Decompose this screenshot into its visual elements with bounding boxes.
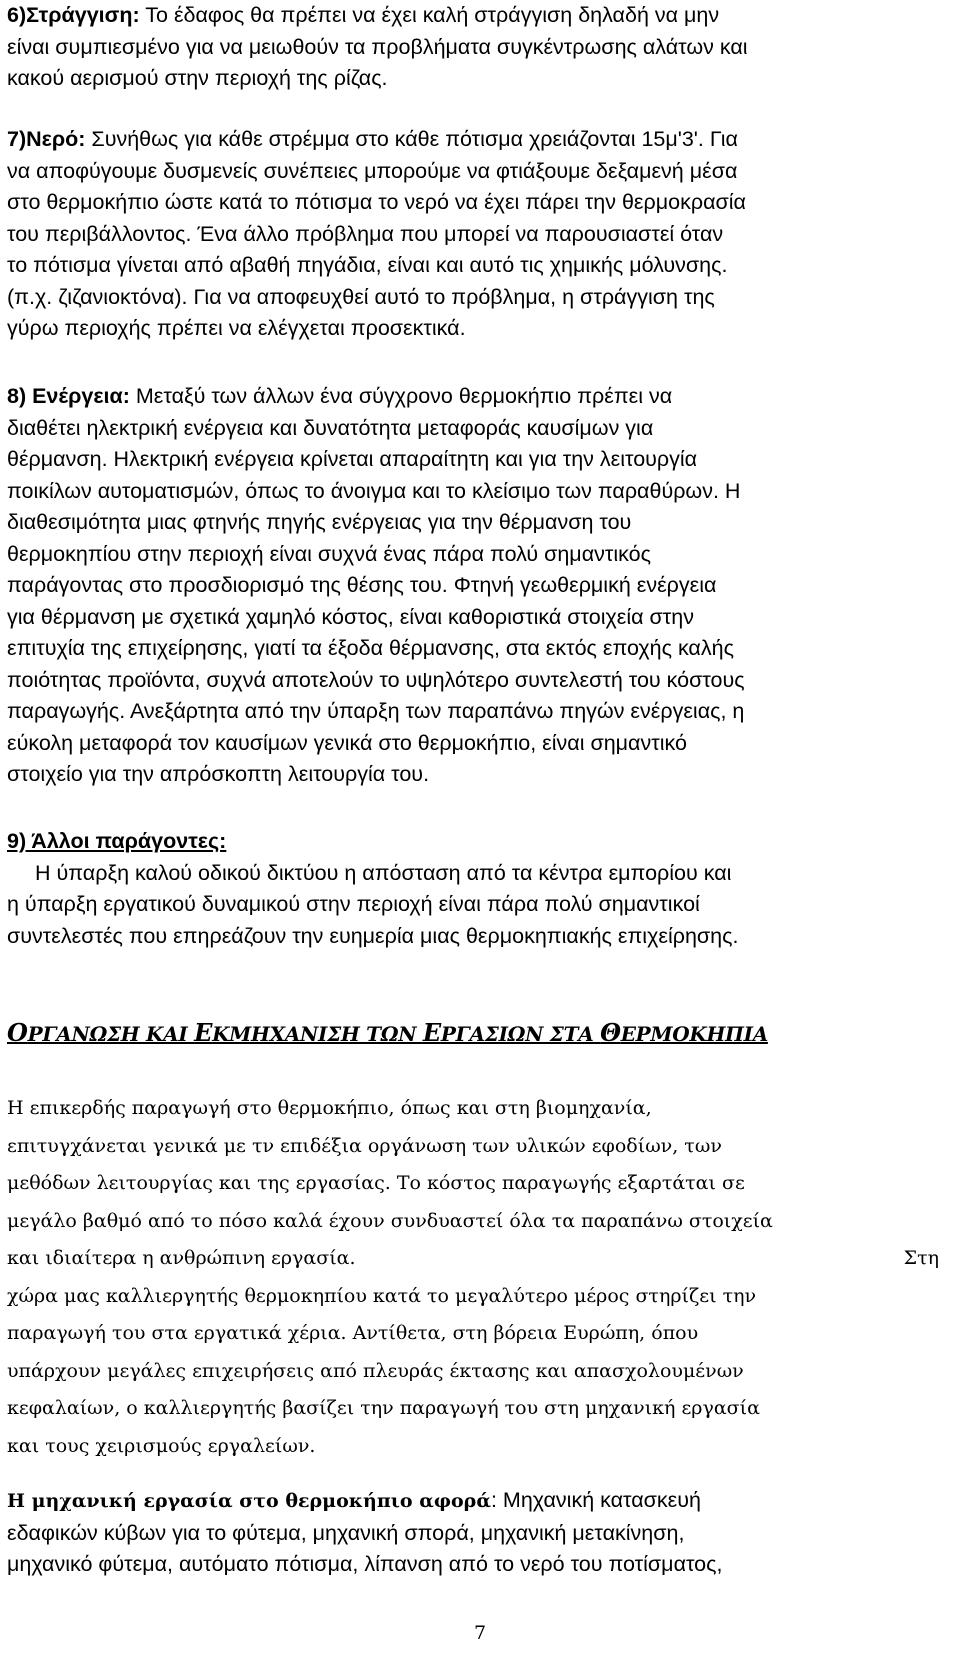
text-line: συντελεστές που επηρεάζουν την ευημερία μιας θερμοκηπιακής επιχείρησης. [7,923,739,948]
heading-capital: Ε [422,1018,441,1047]
intro-paragraph [7,1090,952,1465]
text-line: για θέρμανση με σχετικά χαμηλό κόστος, είναι καθοριστικά στοιχεία στην [7,604,694,629]
text-line: διαθέτει ηλεκτρική ενέργεια και δυνατότητα μεταφοράς καυσίμων για [7,415,654,440]
heading-text: ΡΓΑΣΙΩΝ ΣΤΑ [440,1022,601,1046]
text-line: και ιδιαίτερα η ανθρώπινη εργασία. [7,1247,356,1269]
text-line: και τους χειρισμούς εργαλείων. [7,1434,316,1457]
heading-capital: Θ [600,1018,621,1047]
text-line: είναι συμπιεσμένο για να μειωθούν τα προβλήματα συγκέντρωσης αλάτων και [7,34,748,59]
section-energy [7,381,952,791]
text-line: Η επικερδής παραγωγή στο θερμοκήπιο, όπως και στη βιομηχανία, [7,1097,652,1119]
text-line: (π.χ. ζιζανιοκτόνα). Για να αποφευχθεί αυτό το πρόβλημα, η στράγγιση της [7,284,715,309]
heading-capital: Ο [7,1018,28,1047]
section-drainage-label: 6)Στράγγιση: [7,3,140,27]
text-line: επιτυγχάνεται γενικά με τν επιδέξια οργάνωση των υλικών εφοδίων, των [7,1134,722,1157]
text-line: υπάρχουν μεγάλες επιχειρήσεις από πλευράς έκτασης και απασχολουμένων [7,1359,744,1382]
text-line: να αποφύγουμε δυσμενείς συνέπειες μπορούμε να φτιάξουμε δεξαμενή μέσα [7,158,738,183]
colon: : [490,1488,497,1512]
mechanical-work-label: Η μηχανική εργασία στο θερμοκήπιο αφορά [7,1490,491,1512]
text-line: παραγωγής. Ανεξάρτητα από την ύπαρξη των παραπάνω πηγών ενέργειας, η [7,699,745,723]
text-line: Συνήθως για κάθε στρέμμα στο κάθε πότισμα χρειάζονται 15μ'3'. Για [85,127,738,151]
heading-capital: Ε [194,1018,213,1047]
heading-text: ΡΓΑΝΩΣΗ ΚΑΙ [27,1022,195,1046]
text-line: μηχανικό φύτεμα, αυτόματο πότισμα, λίπανση από το νερό του ποτίσματος, [7,1552,723,1576]
text-line: χώρα μας καλλιεργητής θερμοκηπίου κατά το μεγαλύτερο μέρος στηρίζει την [7,1284,757,1307]
text-line: στοιχείο για την απρόσκοπτη λειτουργία του. [7,762,430,786]
text-line: επιτυχία της επιχείρησης, γιατί τα έξοδα θέρμανσης, στα εκτός εποχής καλής [7,636,734,660]
section-water-label: 7)Νερό: [7,127,86,151]
text-line-right: Στη [903,1247,939,1269]
text-line: θέρμανση. Ηλεκτρική ενέργεια κρίνεται απαραίτητη και για την λειτουργία [7,447,698,471]
text-line: παραγωγή του στα εργατικά χέρια. Αντίθετα, στη βόρεια Ευρώπη, όπου [7,1322,699,1344]
text-line: το πότισμα γίνεται από αβαθή πηγάδια, είναι και αυτό τις χημικής μόλυνσης. [7,253,728,277]
text-line: Το έδαφος θα πρέπει να έχει καλή στράγγιση δηλαδή να μην [139,3,720,27]
section-heading [7,1018,768,1047]
heading-text: ΚΜΗΧΑΝΙΣΗ ΤΩΝ [212,1022,423,1046]
section-energy-label: 8) Ενέργεια: [7,384,130,408]
text-line: διαθεσιμότητα μιας φτηνής πηγής ενέργειας για την θέρμανση του [7,510,632,534]
section-other-factors-label: 9) Άλλοι παράγοντες: [7,829,227,853]
text-line: στο θερμοκήπιο ώστε κατά το πότισμα το νερό να έχει πάρει την θερμοκρασία [7,190,746,214]
text-line: κεφαλαίων, ο καλλιεργητής βασίζει την παραγωγή του στη μηχανική εργασία [7,1397,760,1419]
text-line: η ύπαρξη εργατικού δυναμικού στην περιοχή είναι πάρα πολύ σημαντικοί [7,892,700,916]
text-line: κακού αερισμού στην περιοχή της ρίζας. [7,66,388,90]
text-line: θερμοκηπίου στην περιοχή είναι συχνά ένας πάρα πολύ σημαντικός [7,541,651,566]
text-line: εύκολη μεταφορά τον καυσίμων γενικά στο θερμοκήπιο, είναι σημαντικό [7,730,687,755]
text-line: Η ύπαρξη καλού οδικού δικτύου η απόσταση από τα κέντρα εμπορίου και [35,860,732,885]
text-line: του περιβάλλοντος. Ένα άλλο πρόβλημα που μπορεί να παρουσιαστεί όταν [7,221,724,246]
text-line: Μηχανική κατασκευή [496,1488,701,1512]
text-line: εδαφικών κύβων για το φύτεμα, μηχανική σπορά, μηχανική μετακίνηση, [7,1520,685,1545]
heading-text: ΕΡΜΟΚΗΠΙΑ [620,1022,768,1046]
text-line: ποικίλων αυτοματισμών, όπως το άνοιγμα και το κλείσιμο των παραθύρων. Η [7,478,741,503]
section-other-factors [7,826,952,952]
text-line: μεγάλο βαθμό από το πόσο καλά έχουν συνδυαστεί όλα τα παραπάνω στοιχεία [7,1209,773,1232]
section-drainage [7,0,952,95]
text-line: Μεταξύ των άλλων ένα σύγχρονο θερμοκήπιο πρέπει να [129,384,673,408]
text-line: μεθόδων λειτουργίας και της εργασίας. Το κόστος παραγωγής εξαρτάται σε [7,1172,745,1194]
text-line: γύρω περιοχής πρέπει να ελέγχεται προσεκτικά. [7,316,466,340]
mechanical-work-paragraph [7,1485,952,1581]
text-line: παράγοντας στο προσδιορισμό της θέσης του. Φτηνή γεωθερμική ενέργεια [7,573,717,597]
page-number: 7 [473,1622,487,1644]
text-line: ποιότητας προϊόντα, συχνά αποτελούν το υψηλότερο συντελεστή του κόστους [7,667,745,692]
section-water [7,124,952,345]
